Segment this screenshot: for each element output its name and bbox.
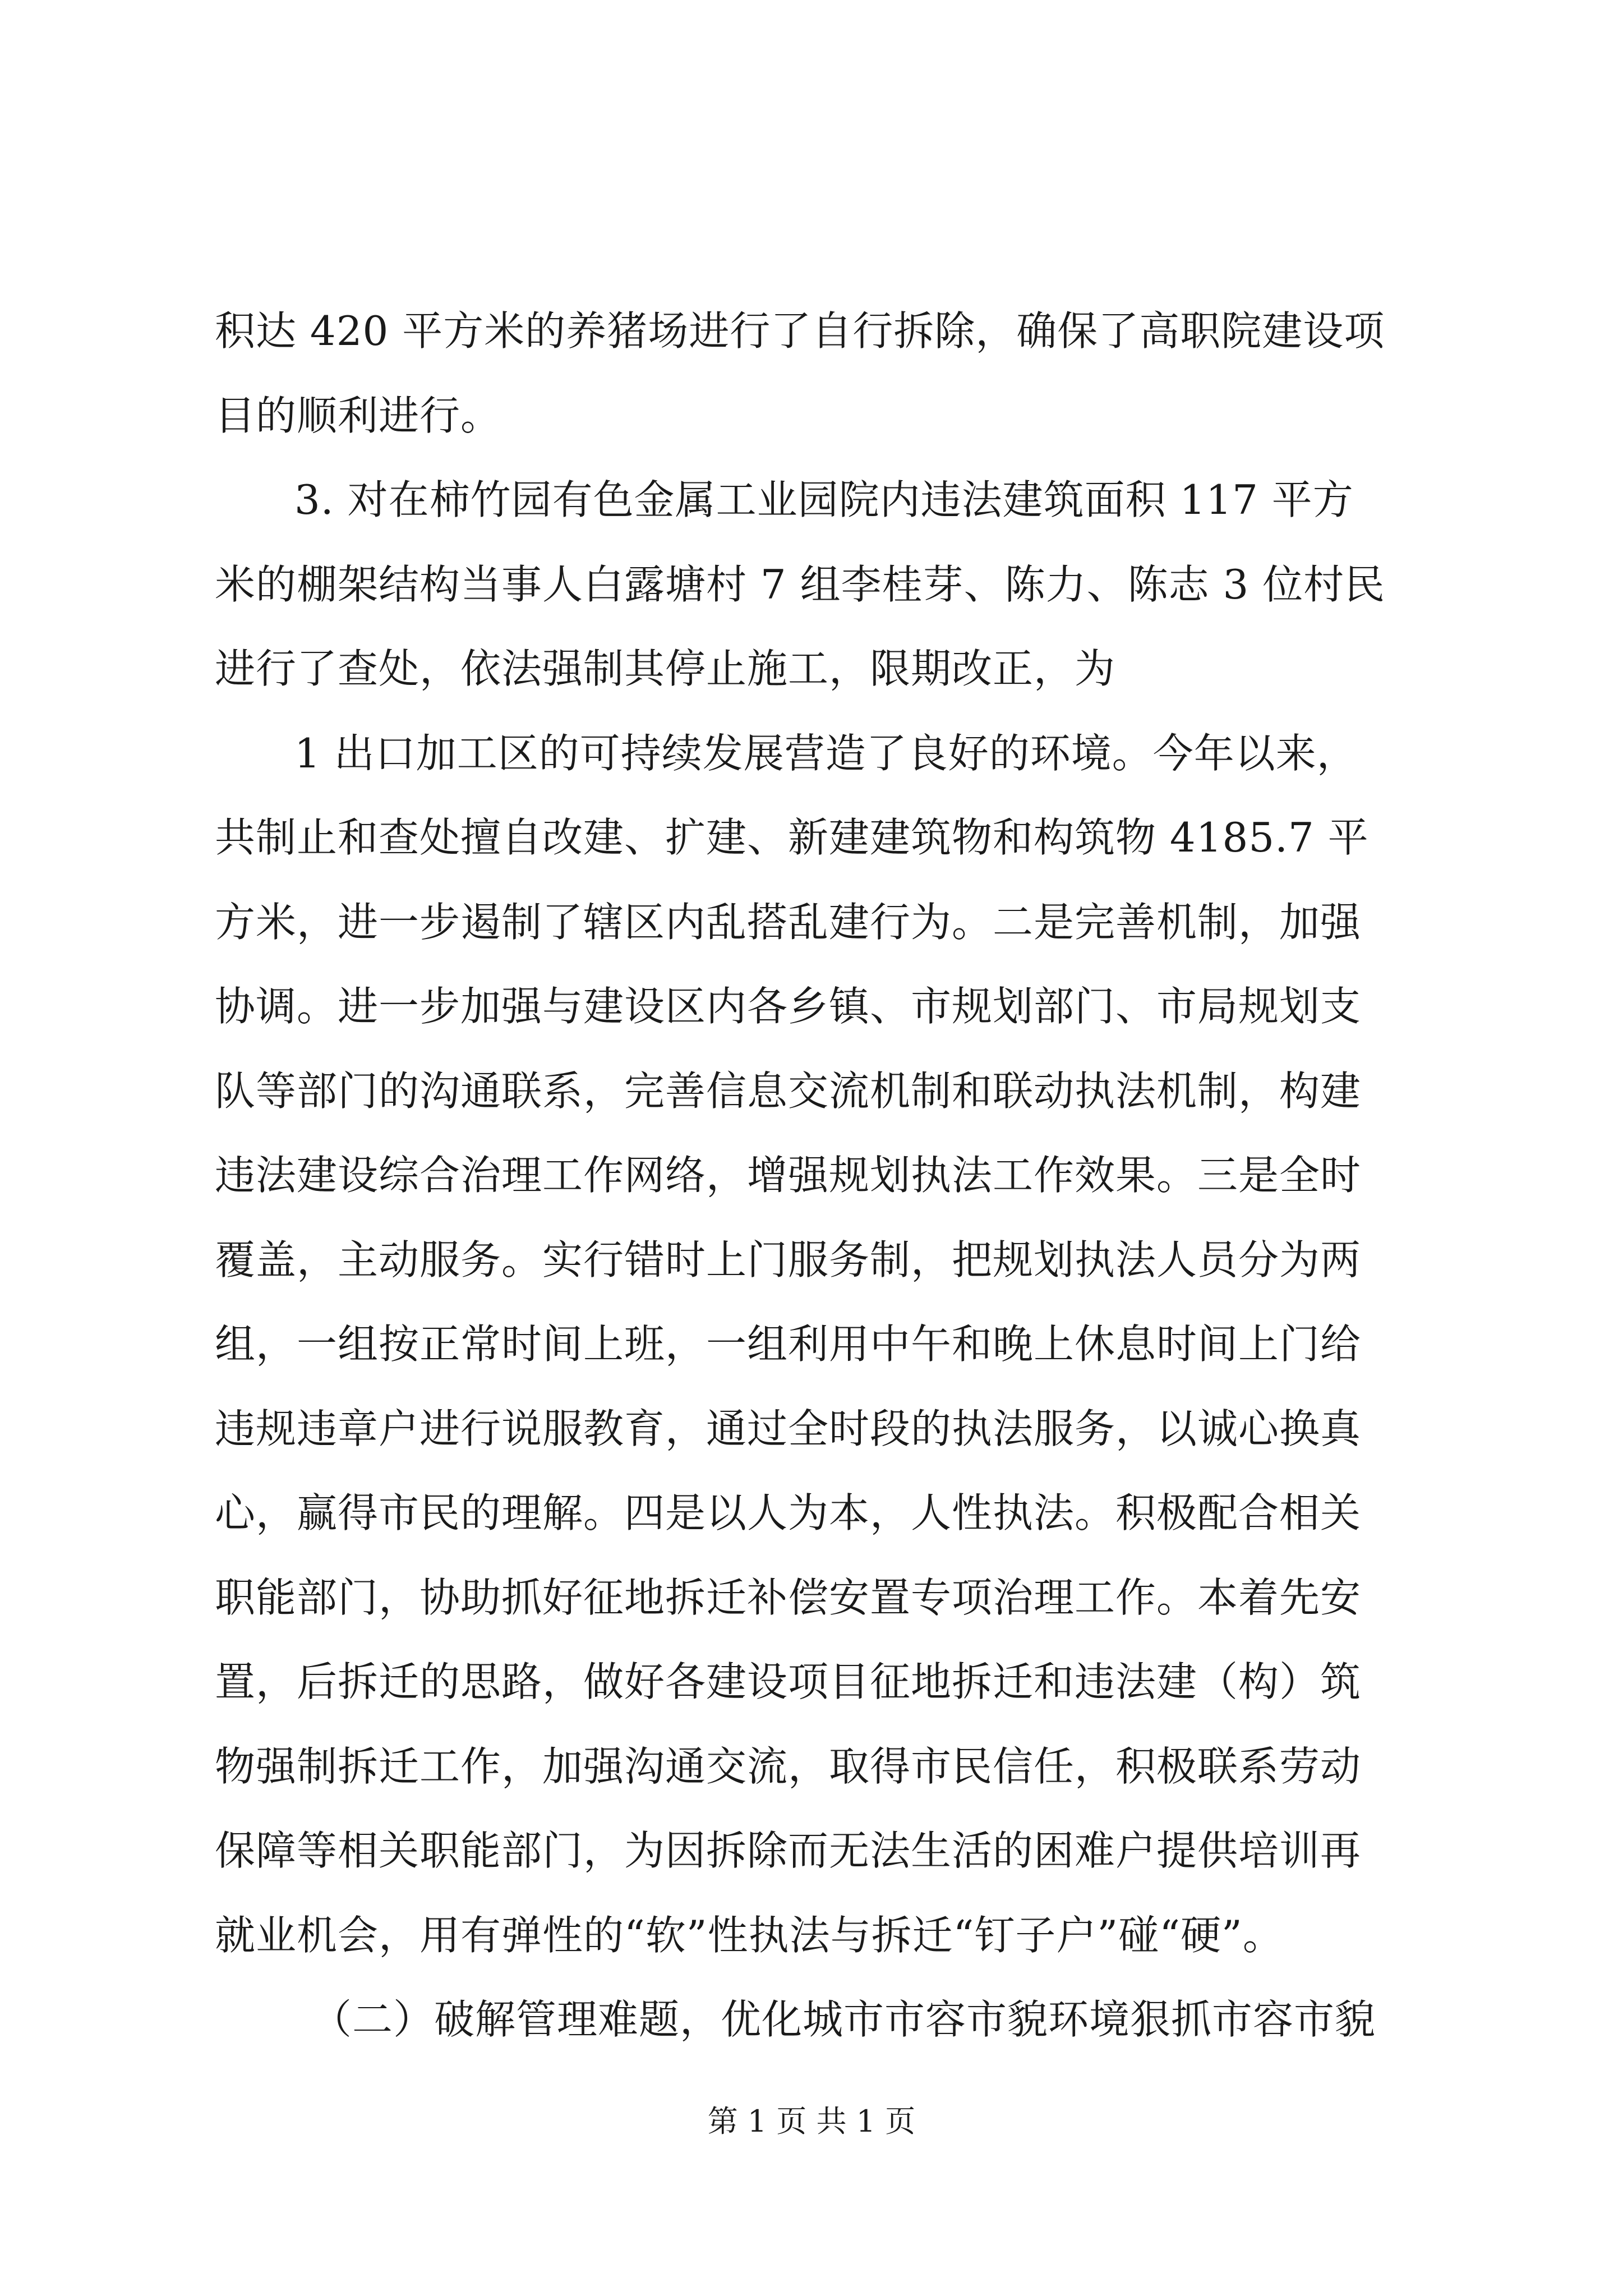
line-text: 目的顺利进行。 (215, 392, 502, 439)
text-line (0, 1474, 1623, 1552)
text-line (0, 1896, 1623, 1975)
line-text: 积达 420 平方米的养猪场进行了自行拆除，确保了高职院建设项 (215, 307, 1385, 355)
text-line (0, 1558, 1623, 1637)
line-text: 职能部门，协助抓好征地拆迁补偿安置专项治理工作。本着先安 (215, 1574, 1362, 1621)
line-text: 组，一组按正常时间上班，一组利用中午和晚上休息时间上门给 (215, 1320, 1362, 1368)
text-line (0, 883, 1623, 961)
line-text: 共制止和查处擅自改建、扩建、新建建筑物和构筑物 4185.7 平 (215, 814, 1369, 861)
line-text: 心，赢得市民的理解。四是以人为本，人性执法。积极配合相关 (215, 1489, 1362, 1536)
text-line (0, 967, 1623, 1046)
line-text: 覆盖，主动服务。实行错时上门服务制，把规划执法人员分为两 (215, 1236, 1362, 1283)
text-line (0, 461, 1623, 539)
page-footer (0, 2099, 1623, 2144)
line-text: 保障等相关职能部门，为因拆除而无法生活的困难户提供培训再 (215, 1827, 1362, 1874)
text-line (0, 1052, 1623, 1130)
line-text: 队等部门的沟通联系，完善信息交流机制和联动执法机制，构建 (215, 1068, 1362, 1115)
line-text: 方米，进一步遏制了辖区内乱搭乱建行为。二是完善机制，加强 (215, 899, 1362, 946)
text-line (0, 1727, 1623, 1806)
line-text: 3. 对在柿竹园有色金属工业园院内违法建筑面积 117 平方 (294, 476, 1354, 523)
line-text: 违法建设综合治理工作网络，增强规划执法工作效果。三是全时 (215, 1152, 1362, 1199)
line-text: （二）破解管理难题，优化城市市容市貌环境狠抓市容市貌 (311, 1996, 1376, 2043)
line-text: 协调。进一步加强与建设区内各乡镇、市规划部门、市局规划支 (215, 983, 1362, 1030)
text-line (0, 1811, 1623, 1890)
text-line (0, 629, 1623, 708)
line-text: 物强制拆迁工作，加强沟通交流，取得市民信任，积极联系劳动 (215, 1743, 1362, 1790)
line-text: 1 出口加工区的可持续发展营造了良好的环境。今年以来， (294, 730, 1358, 777)
text-line (0, 1980, 1623, 2059)
text-line (0, 1389, 1623, 1468)
text-line (0, 1136, 1623, 1214)
line-text: 就业机会，用有弹性的“软”性执法与拆迁“钉子户”碰“硬”。 (215, 1912, 1284, 1959)
text-line (0, 292, 1623, 370)
text-line (0, 1221, 1623, 1299)
page-number-label: 第 1 页 共 1 页 (707, 2104, 916, 2139)
text-line (0, 714, 1623, 793)
text-line (0, 376, 1623, 455)
text-line (0, 1305, 1623, 1383)
text-line (0, 545, 1623, 624)
line-text: 进行了查处，依法强制其停止施工，限期改正，为 (215, 645, 1116, 692)
line-text: 置，后拆迁的思路，做好各建设项目征地拆迁和违法建（构）筑 (215, 1658, 1362, 1705)
line-text: 米的棚架结构当事人白露塘村 7 组李桂芽、陈力、陈志 3 位村民 (215, 561, 1386, 608)
line-text: 违规违章户进行说服教育，通过全时段的执法服务，以诚心换真 (215, 1405, 1362, 1452)
text-line (0, 1642, 1623, 1721)
text-line (0, 798, 1623, 877)
